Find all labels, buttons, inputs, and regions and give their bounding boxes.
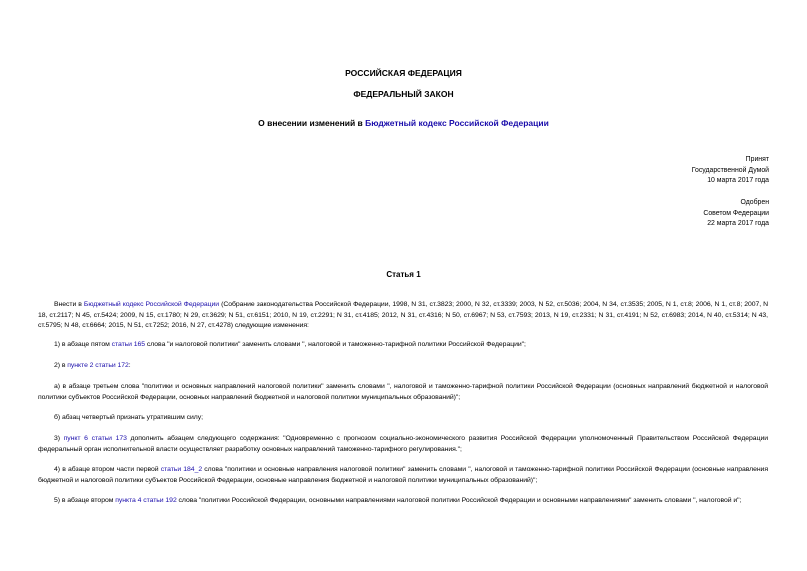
amendment-item-4 — [38, 465, 768, 486]
adopted-date: 10 марта 2017 года — [707, 177, 769, 184]
approved-label: Одобрен — [740, 199, 769, 206]
item-2-pre: 2) в — [54, 362, 68, 369]
amendment-item-5 — [38, 496, 768, 507]
item-1-pre: 1) в абзаце пятом — [54, 341, 112, 348]
intro-text-post: (Собрание законодательства Российской Федерации, 1998, N 31, ст.3823; 2000, N 32, ст.3339; 2003, N 52, ст.5036; 2004, N 34, ст.3535; 2005, N 1, ст.8; 2006, N 1, ст.8; 2007, N 18, ст.2117; N 45, ст.5424; 2009, N 15, ст.1780; N 29, ст.3629; N 51, ст.6151; 2010, N 19, ст.2291; N 31, ст.4185; 2012, N 31, ст.4316; N 50, ст.6967; N 53, ст.7593; 2013, N 19, ст.2331; N 31, ст.4191; N 52, ст.6983; 2014, N 40, ст.5314; N 43, ст.5795; N 48, ст.6664; 2015, N 51, ст.7252; 2016, N 27, ст.4278) следующие изменения: — [38, 301, 769, 329]
intro-budget-code-link[interactable]: Бюджетный кодекс Российской Федерации — [83, 301, 220, 308]
article-172-link[interactable]: пункте 2 статьи 172 — [67, 362, 129, 369]
approved-by: Советом Федерации — [703, 209, 769, 217]
item-1-post: слова "и налоговой политики" заменить словами ", налоговой и таможенно-тарифной политики Российской Федерации"; — [145, 341, 526, 348]
item-5-post: слова "политики Российской Федерации, основными направлениями налоговой политики Российской Федерации и основными направлениями" заменить словами ", налоговой и"; — [176, 497, 742, 504]
amendment-item-1 — [38, 340, 768, 351]
item-4-pre: 4) в абзаце втором части первой — [54, 466, 161, 473]
item-2-post: : — [128, 362, 131, 369]
amendment-item-2 — [38, 361, 768, 372]
intro-text-pre: Внести в — [54, 301, 84, 308]
item-3-pre: 3) — [54, 435, 64, 442]
item-5-pre: 5) в абзаце втором — [54, 497, 116, 504]
article-173-link[interactable]: пункт 6 статьи 173 — [63, 435, 127, 442]
item-4-post: слова "политики и основные направления налоговой политики" заменить словами ", налоговой и таможенно-тарифной политики Российской Федерации (основные направления бюджетной и налоговой политики субъектов Российской Федерации, основные направления бюджетной и налоговой политики муниципальных образований)"; — [38, 466, 768, 484]
article-184-2-link[interactable]: статьи 184_2 — [160, 466, 203, 473]
approval-block — [569, 198, 769, 230]
adopted-label: Принят — [745, 156, 769, 163]
document-type-heading: ФЕДЕРАЛЬНЫЙ ЗАКОН — [353, 89, 454, 99]
amendment-item-2b: б) абзац четвертый признать утратившим силу; — [54, 414, 203, 421]
approved-date: 22 марта 2017 года — [707, 220, 769, 227]
item-3-post: дополнить абзацем следующего содержания: "Одновременно с прогнозом социально-экономического развития Российской Федерации уполномоченный Правительством Российской Федерации федеральный орган исполнительной власти осуществляет разработку основных направлений таможенно-тарифного регулирования."; — [38, 435, 768, 453]
title-budget-code-link[interactable]: Бюджетный кодекс Российской Федерации — [365, 118, 549, 128]
amendment-item-3 — [38, 434, 768, 455]
article-heading: Статья 1 — [386, 270, 421, 279]
amendment-item-2a: а) в абзаце третьем слова "политики и основных направлений налоговой политики" заменить словами ", налоговой и таможенно-тарифной политики Российской Федерации (основных направлений бюджетной и налоговой политики субъектов Российской Федерации, основных направлений бюджетной и налоговой политики муниципальных образований)"; — [38, 383, 768, 401]
country-heading: РОССИЙСКАЯ ФЕДЕРАЦИЯ — [345, 68, 462, 78]
adopted-by: Государственной Думой — [691, 166, 769, 174]
article-165-link[interactable]: статьи 165 — [111, 341, 146, 348]
adoption-block — [569, 155, 769, 187]
document-title — [0, 118, 807, 128]
article-192-link[interactable]: пункта 4 статьи 192 — [115, 497, 177, 504]
article-intro-paragraph — [38, 300, 768, 332]
title-prefix: О внесении изменений в — [258, 118, 366, 128]
